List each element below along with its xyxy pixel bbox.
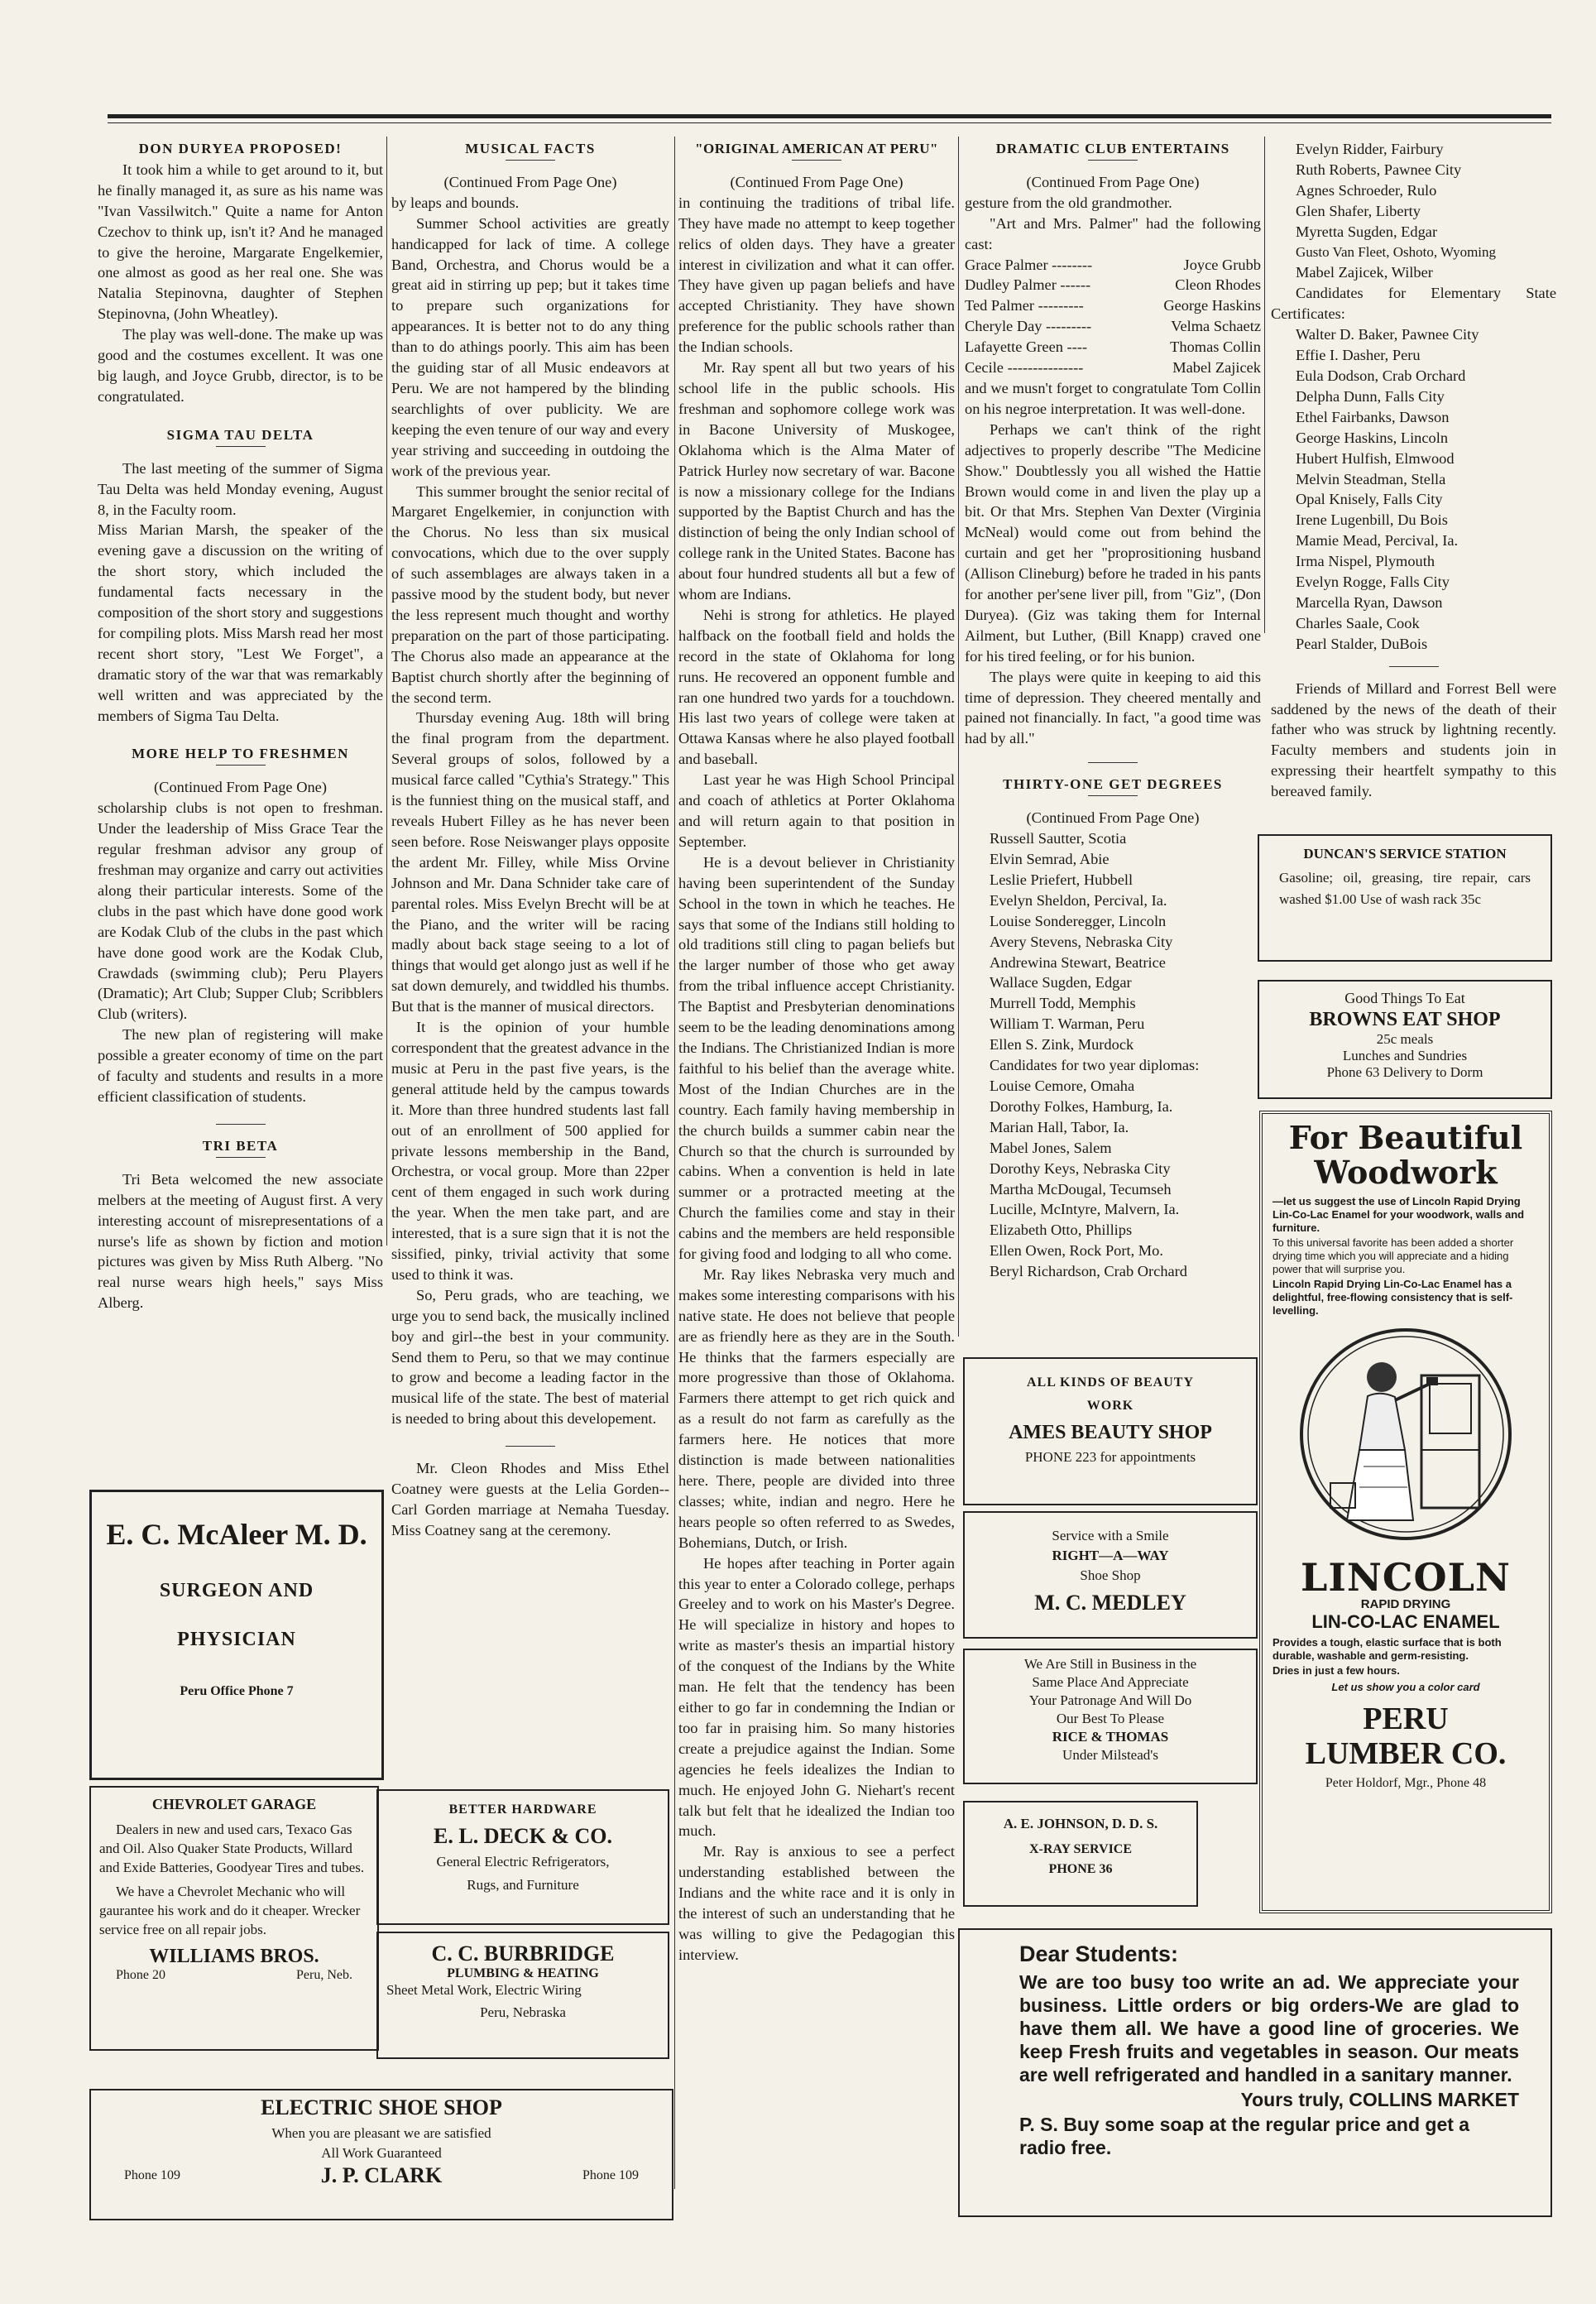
cast-list <box>965 255 1261 378</box>
article-paragraph: Nehi is strong for athletics. He played halfback on the football field and holds the record in the state of Oklahoma for long runs. He recovered an opponent fumble and ran one hundred two yards for a touchdown. His last two years of college were taken at Ottawa Kansas where he also played football and baseball. <box>678 606 955 768</box>
article-paragraph: "Art and Mrs. Palmer" had the following cast: <box>965 214 1261 252</box>
article-paragraph: He hopes after teaching in Porter again this year to enter a Colorado college, perhaps Greeley and to work on his Master's Degree. He will specialize in history and hopes to write as master's thesis an impartial history of the conquest of the Indians by the White man. He felt that the tendency has been either to go far in condemning the Indian or too far in praising him. So many histories create a prejudice against the Indian. Some agencies he feels idealizes the Indian to much. He enjoyed John G. Niehart's recent talk but felt that he idealized the Indian too much. <box>678 1554 955 1840</box>
ad-deck-hardware: BETTER HARDWARE E. L. DECK & CO. General Electric Refrigerators, Rugs, and Furniture <box>376 1789 669 1925</box>
article-paragraph: in continuing the traditions of tribal life. They have made no attempt to keep together relics of olden days. They have a greater interest in civilization and what it can offer. They have given up pagan beliefs and have accepted Christianity. They have shown preference for the public schools rather than the Indian schools. <box>678 194 955 356</box>
continued-note: (Continued From Page One) <box>443 173 617 190</box>
column-1 <box>98 139 383 1312</box>
column-5 <box>1271 139 1556 834</box>
ad-medley-shoe-shop: Service with a Smile RIGHT—A—WAY Shoe Shop M. C. MEDLEY <box>963 1511 1258 1639</box>
masthead-rule-thin <box>108 122 1551 123</box>
certificate-heading: Candidates for Elementary State Certificates: <box>1271 285 1556 323</box>
article-paragraph: scholarship clubs is not open to freshman. Under the leadership of Miss Grace Tear the regular freshman advisor any group of freshman may organize and carry out activities along their particular interests. Some of the clubs in the past which have done good work are Kodak Club of the clubs in the past which have done good work are the Kodak Club, Crawdads (swimming club); Peru Players (Dramatic); Art Club; Supper Club; Scribblers Club (writers). <box>98 799 383 1023</box>
headline-original-american: "ORIGINAL AMERICAN AT PERU" <box>695 141 938 156</box>
ad-collins-market: Dear Students: We are too busy too write an ad. We appreciate your business. Little orders or big orders-We are glad to have them all. We have a good line of groceries. We keep Fresh fruits and vegetables in season. Our meats are well refrigerated and handled in a sanitary manner. Yours truly, COLLINS MARKET P. S. Buy some soap at the regular price and get a radio free. <box>958 1928 1552 2217</box>
column-divider <box>958 137 959 1337</box>
ad-duncans-service-station: DUNCAN'S SERVICE STATION Gasoline; oil, greasing, tire repair, cars washed $1.00 Use of wash rack 35c <box>1258 834 1552 962</box>
column-2 <box>391 139 669 1769</box>
article-paragraph: and we musn't forget to congratulate Tom Collin on his negroe interpretation. It was well-done. <box>965 379 1261 417</box>
article-paragraph: So, Peru grads, who are teaching, we urge you to send back, the musically inclined boy and girl--the best in your community. Send them to Peru, so that we may continue to grow and become a leading factor in the musical life of the state. The best of material is needed to bring about this developement. <box>391 1286 669 1428</box>
cast-row: Grace Palmer -------- Joyce Grubb <box>965 256 1261 273</box>
article-paragraph: The plays were quite in keeping to aid this time of depression. They cheered mentally and pained not financially. In fact, "a good time was had by all." <box>965 668 1261 747</box>
ad-peru-lumber-co: For Beautiful Woodwork —let us suggest the use of Lincoln Rapid Drying Lin-Co-Lac Enamel for your woodwork, walls and furniture. To this universal favorite has been added a shorter drying time which you will appreciate and a hiding power that will surprise you. Lincoln Rapid Drying Lin-Co-Lac Enamel has a delightful, free-flowing consistency that is self-levelling. LINCOLN RAPID DRYING LIN-CO-LAC ENAMEL Provides a tough, elastic surface that is both durable, washable and germ-resisting. Dries in just a few hours. Let us show you a color card PERU LUMBER CO. Peter Holdorf, Mgr., Phone 48 <box>1259 1111 1552 1913</box>
column-divider <box>674 137 675 2189</box>
illustration-woman-painting <box>1297 1326 1514 1543</box>
column-3 <box>678 139 955 2150</box>
ad-rice-thomas: We Are Still in Business in the Same Place And Appreciate Your Patronage And Will Do Our Best To Please RICE & THOMAS Under Milstead's <box>963 1649 1258 1784</box>
ad-johnson-dentist: A. E. JOHNSON, D. D. S. X-RAY SERVICE PHONE 36 <box>963 1801 1198 1907</box>
article-paragraph: The new plan of registering will make possible a greater economy of time on the part of faculty and students and results in a more efficient classification of students. <box>98 1026 383 1105</box>
article-paragraph: Thursday evening Aug. 18th will bring the final program from the department. Several groups of solos, followed by a musical farce called "Cythia's Strategy." This is the funniest thing on the musical staff, and reveals Hubert Filley as he has never been seen before. Rose Neiswanger plays opposite the ardent Mr. Filley, while Miss Orvine Johnson and Mr. Dana Schnider take care of parental roles. Miss Evelyn Brecht will be at the Piano, and the writer will be racing madly about back stage seeing to a lot of things that would get alongo just as well if he sat down demurely, and twiddled his thumbs. But that is the manner of musical directors. <box>391 709 669 1015</box>
cast-row: Dudley Palmer ------ Cleon Rhodes <box>965 276 1261 294</box>
article-paragraph: by leaps and bounds. <box>391 194 520 211</box>
graduate-list-continued: Evelyn Ridder, Fairbury Ruth Roberts, Pawnee City Agnes Schroeder, Rulo Glen Shafer, Liberty Myretta Sugden, Edgar Gusto Van Fleet, Oshoto, Wyoming Mabel Zajicek, Wilber Candidates for Elementary State Certificates: Walter D. Baker, Pawnee City Effie I. Dasher, Peru Eula Dodson, Crab Orchard Delpha Dunn, Falls City Ethel Fairbanks, Dawson George Haskins, Lincoln Hubert Hulfish, Elmwood Melvin Steadman, Stella Opal Knisely, Falls City Irene Lugenbill, Du Bois Mamie Mead, Percival, Ia. Irma Nispel, Plymouth Evelyn Rogge, Falls City Marcella Ryan, Dawson Charles Saale, Cook Pearl Stalder, DuBois <box>1271 141 1556 652</box>
headline-thirty-one-degrees: THIRTY-ONE GET DEGREES <box>1003 776 1223 793</box>
headline-musical-facts: MUSICAL FACTS <box>465 141 596 156</box>
article-paragraph: Mr. Ray is anxious to see a perfect understanding established between the Indians and the white race and it is only in the interest of such an understanding that he was willing to give the Pedagogian this interview. <box>678 1843 955 1963</box>
article-paragraph: It took him a while to get around to it, but he finally managed it, as sure as his name was "Ivan Vassilwitch." Quite a name for Anton Czechov to think up, isn't it? And he managed to give the heroine, Margarate Engelkemier, one almost as good as her real one. She was Natalia Stepinovna, daughter of Stephen Stepinovna, (John Wheatley). <box>98 161 383 323</box>
ad-chevrolet-garage: CHEVROLET GARAGE Dealers in new and used cars, Texaco Gas and Oil. Also Quaker State Products, Willard and Exide Batteries, Goodyear Tires and tubes. We have a Chevrolet Mechanic who will gaurantee his work and do it cheaper. Wrecker service free on all repair jobs. WILLIAMS BROS. Phone 20 Peru, Neb. <box>89 1786 379 2051</box>
ad-burbridge: C. C. BURBRIDGE PLUMBING & HEATING Sheet Metal Work, Electric Wiring Peru, Nebraska <box>376 1932 669 2059</box>
article-paragraph: Mr. Cleon Rhodes and Miss Ethel Coatney were guests at the Lelia Gorden--Carl Gorden marriage at Nemaha Tuesday. Miss Coatney sang at the ceremony. <box>391 1460 669 1538</box>
headline-sigma-tau-delta: SIGMA TAU DELTA <box>166 426 314 443</box>
headline-don-duryea: DON DURYEA PROPOSED! <box>138 141 343 156</box>
headline-dramatic-club: DRAMATIC CLUB ENTERTAINS <box>995 141 1230 156</box>
article-paragraph: Friends of Millard and Forrest Bell were saddened by the news of the death of their father who was struck by lightning recently. Faculty members and students join in expressing their heartfelt sympathy to this bereaved family. <box>1271 679 1556 800</box>
ad-browns-eat-shop: Good Things To Eat BROWNS EAT SHOP 25c meals Lunches and Sundries Phone 63 Delivery to Dorm <box>1258 980 1552 1099</box>
continued-note: (Continued From Page One) <box>1026 173 1200 190</box>
article-paragraph: Mr. Ray spent all but two years of his school life in the public schools. His freshman and sophomore college work was in Bacone University of Muskogee, Oklahoma which is the Alma Mater of Patrick Hurley now secretary of war. Bacone is now a missionary college for the Indians supported by the Baptist Church and has the distinction of being the only Indian school of college rank in the United States. Bacone has about four hundred students all but a few of whom are Indians. <box>678 359 955 603</box>
article-paragraph: It is the opinion of your humble correspondent that the greatest advance in the music at Peru in the past five years, is the general attitude held by the campus towards it. More than three hundred students last fall out of an enrollment of 500 applied for private lessons membership in the Band, Orchestra, or vocal group. More than 22per cent of them engaged in such work during the year. When the men take part, and are interested, that is a sure sign that it is not the sissified, pinky, trivial activity that some used to think it was. <box>391 1019 669 1283</box>
continued-note: (Continued From Page One) <box>1026 809 1200 827</box>
article-paragraph: He is a devout believer in Christianity having been superintendent of the Sunday School in the town in which he teaches. He says that some of the Indians still holding to old traditions still cling to pagan beliefs but the larger number of those who get away from the tribal influence accept Christianity. The Baptist and Presbyterian denominations seem to be the leading denominations among the Indians. The Christianized Indian is more faithful to his belief than the average white. Most of the Indian Churches are in the country. Each family having membership in the church builds a summer cabin near the Church so that the church is surrounded by cabins. When a convention is held in late summer or a protracted meeting at the Church the families come and stay in their cabins and the members are held responsible for giving food and lodging to all who come. <box>678 853 955 1263</box>
graduate-list: Russell Sautter, Scotia Elvin Semrad, Abie Leslie Priefert, Hubbell Evelyn Sheldon, Percival, Ia. Louise Sonderegger, Lincoln Avery Stevens, Nebraska City Andrewina Stewart, Beatrice Wallace Sugden, Edgar Murrell Todd, Memphis William T. Warman, Peru Ellen S. Zink, Murdock Candidates for two year diplomas: Louise Cemore, Omaha Dorothy Folkes, Hamburg, Ia. Marian Hall, Tabor, Ia. Mabel Jones, Salem Dorothy Keys, Nebraska City Martha McDougal, Tecumseh Lucille, McIntyre, Malvern, Ia. Elizabeth Otto, Phillips Ellen Owen, Rock Port, Mo. Beryl Richardson, Crab Orchard <box>965 828 1261 1282</box>
cast-row: Cecile --------------- Mabel Zajicek <box>965 359 1261 377</box>
continued-note: (Continued From Page One) <box>730 173 903 190</box>
article-paragraph: Last year he was High School Principal and coach of athletics at Porter Oklahoma and will return again to that position in September. <box>678 771 955 850</box>
ad-ames-beauty-shop: ALL KINDS OF BEAUTY WORK AMES BEAUTY SHOP PHONE 223 for appointments <box>963 1357 1258 1505</box>
article-paragraph: gesture from the old grandmother. <box>965 194 1172 211</box>
diploma-heading: Candidates for two year diplomas: <box>990 1057 1200 1074</box>
column-divider <box>386 137 387 1246</box>
ad-electric-shoe-shop: ELECTRIC SHOE SHOP When you are pleasant we are satisfied All Work Guaranteed Phone 109 J. P. CLARK Phone 109 <box>89 2089 673 2220</box>
column-4 <box>965 139 1261 1356</box>
article-paragraph: This summer brought the senior recital of Margaret Engelkemier, in conjunction with the Chorus. No less than six musical convocations, which due to the over supply of such assemblages are always taken in a passive mood by the student body, but never the less represent much thought and worthy preparation on the part of those participating. The Chorus also made an appearance at the Baptist church shortly after the beginning of the second term. <box>391 482 669 706</box>
headline-more-help-freshmen: MORE HELP TO FRESHMEN <box>132 746 349 762</box>
article-paragraph: Mr. Ray likes Nebraska very much and makes some interesting comparisons with his native state. He does not believe that people are as friendly here as they are in the South. He thinks that the farmers especially are more progressive than those of Oklahoma. Farmers there attempt to get rich quick and as a result do not farm as carefully as the farmers here. He notices that more distinction is made between nationalities here. There, people are divided into three classes; white, indian and negro. Here he hears people so often referred to as Swedes, Bohemians, Dutch, or Irish. <box>678 1265 955 1551</box>
masthead-rule-thick <box>108 114 1551 118</box>
lincoln-logo: LINCOLN <box>1301 1555 1511 1600</box>
ad-mcaleer: E. C. McAleer M. D. SURGEON AND PHYSICIAN Peru Office Phone 7 <box>89 1490 384 1780</box>
article-paragraph: The last meeting of the summer of Sigma Tau Delta was held Monday evening, August 8, in the Faculty room. <box>98 459 383 518</box>
continued-note: (Continued From Page One) <box>154 779 327 796</box>
painting-woman-illustration <box>1297 1326 1514 1543</box>
cast-row: Ted Palmer --------- George Haskins <box>965 297 1261 314</box>
headline-tri-beta: TRI BETA <box>202 1137 279 1154</box>
cast-row: Cheryle Day --------- Velma Schaetz <box>965 318 1261 335</box>
article-paragraph: Perhaps we can't think of the right adjectives to properly describe "The Medicine Show." Doubtlessly you all wished the Hattie Brown would come in and liven the play up a bit. Or that Mrs. Stephen Van Dexter (Virginia McNeal) would come out from behind the curtain and get her "proprositioning husband (Allison Clineburg) before he traded in his pants for another per'sene liver pill, from "Giz", (Don Duryea). (Giz was taking them for Internal Ailment, but Luther, (Bill Knapp) craved one for his tired feeling, or for his bunion. <box>965 420 1261 665</box>
column-divider <box>1264 137 1265 633</box>
article-paragraph: Miss Marian Marsh, the speaker of the evening gave a discussion on the writing of the short story, which included the fundamental facts necessary in the composition of the short story and suggestions for compiling plots. Miss Marsh read her most recent short story, "Lest We Forget", a dramatic story of the war that was remarkably well written and was appreciated by the members of Sigma Tau Delta. <box>98 521 383 724</box>
article-paragraph: Summer School activities are greatly handicapped for lack of time. A college Band, Orchestra, and Chorus would be a great aid in stirring up pep; but it takes time to prepare such organizations for appearances. It is better not to do any thing than to do athings poorly. This aim has been the guiding star of all Music endeavors at Peru. We are not hampered by the blinding searchlights of over publicity. We are keeping the even tenure of our way and every year striving and succeeding in outdoing the work of the previous year. <box>391 214 669 479</box>
cast-row: Lafayette Green ---- Thomas Collin <box>965 338 1261 356</box>
article-paragraph: Tri Beta welcomed the new associate melbers at the meeting of August first. A very interesting account of misrepresentations of a nurse's life as shown by fiction and motion pictures was given by Miss Ruth Alberg. "No real nurse wears high heels," says Miss Alberg. <box>98 1170 383 1312</box>
article-paragraph: The play was well-done. The make up was good and the costumes excellent. It was one big laugh, and Joyce Grubb, director, is to be congratulated. <box>98 326 383 405</box>
